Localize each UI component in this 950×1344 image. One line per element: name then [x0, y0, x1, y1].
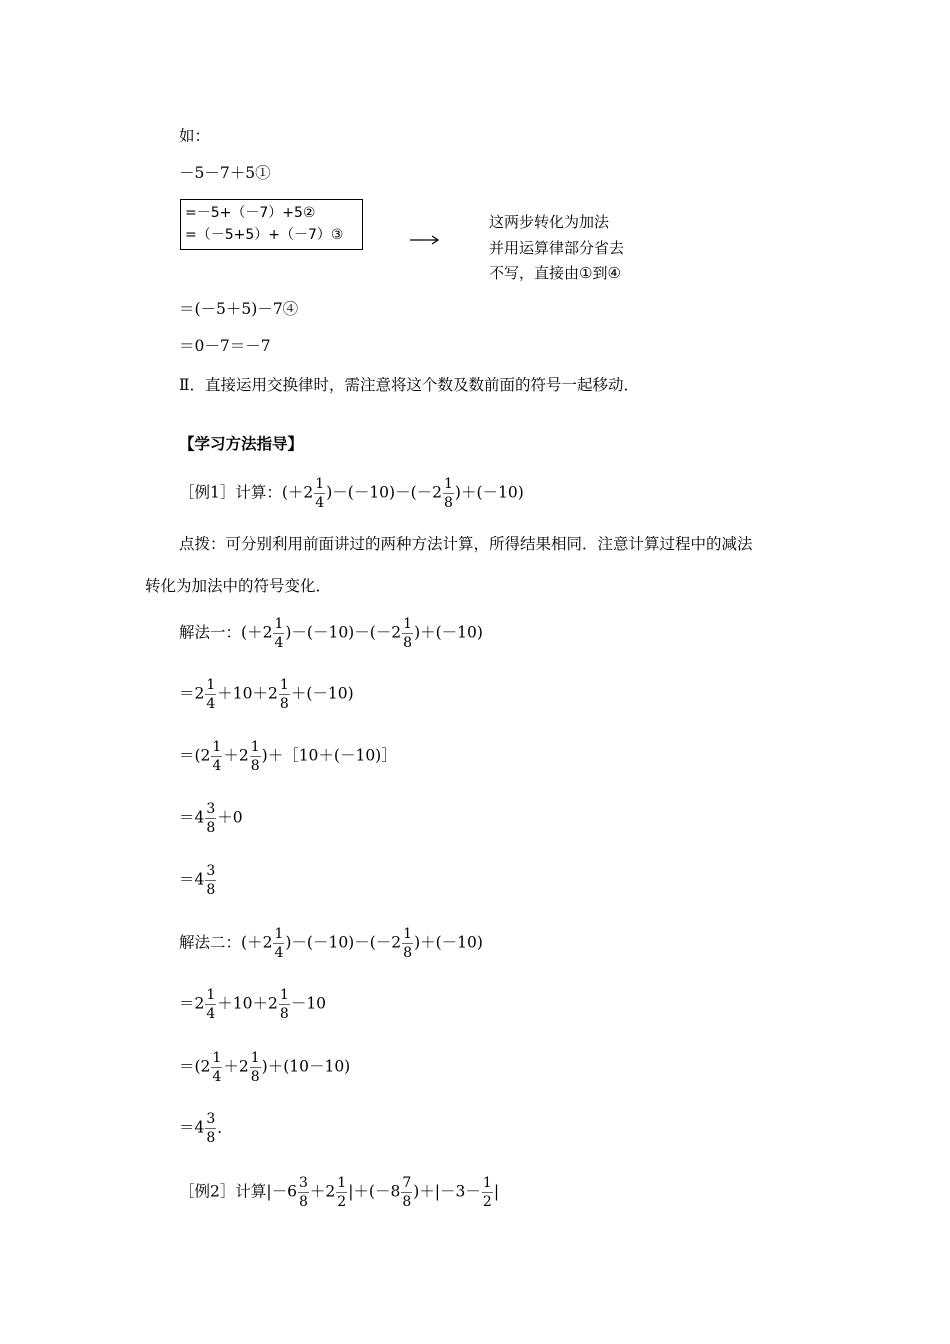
note-line-2: 并用运算律部分省去: [489, 238, 625, 257]
method-1-line-2: ＝2 $\frac{1}{4}$ ＋10＋2 $\frac{1}{8}$ ＋(－10): [179, 677, 354, 712]
fraction: $\frac{1}{4}$: [206, 987, 216, 1022]
fraction: $\frac{1}{8}$: [279, 987, 289, 1022]
fraction: $\frac{1}{8}$: [279, 677, 289, 712]
example-2-label: ［例2］计算: [179, 1182, 267, 1201]
fraction: $\frac{1}{8}$: [403, 616, 413, 651]
method-1-line-3: ＝(2 $\frac{1}{4}$ ＋2 $\frac{1}{8}$ )＋［10＋(－10)］: [179, 739, 397, 774]
fraction: $\frac{3}{8}$: [298, 1175, 308, 1210]
intro-expr: －5－7＋5①: [179, 164, 271, 182]
method-1-line-1: 解法一：(＋2 $\frac{1}{4}$ )－(－10)－(－2 $\frac{1}{8}$ )＋(－10): [179, 616, 483, 651]
fraction: $\frac{1}{2}$: [337, 1175, 347, 1210]
fraction: $\frac{1}{8}$: [444, 476, 453, 511]
fraction: $\frac{1}{4}$: [274, 616, 284, 651]
fraction: $\frac{1}{8}$: [250, 1050, 260, 1085]
method-2-label: 解法二：: [179, 933, 242, 952]
fraction: $\frac{1}{4}$: [315, 476, 325, 511]
conversion-box: [180, 199, 363, 250]
method-1-line-4: ＝4 $\frac{3}{8}$ ＋0: [179, 801, 243, 836]
section-title: 【学习方法指导】: [179, 435, 304, 453]
hint-line-1: 点拨：可分别利用前面讲过的两种方法计算，所得结果相同．注意计算过程中的减法: [179, 535, 753, 553]
right-arrow-icon: [410, 234, 440, 246]
method-2-line-4: ＝4 $\frac{3}{8}$ ．: [179, 1111, 233, 1146]
fraction: $\frac{1}{4}$: [212, 739, 222, 774]
step-5: ＝0－7＝－7: [179, 337, 271, 355]
method-1-label: 解法一：: [179, 623, 242, 642]
fraction: $\frac{1}{4}$: [206, 677, 216, 712]
fraction: $\frac{3}{8}$: [206, 863, 216, 898]
fraction: $\frac{3}{8}$: [206, 801, 216, 836]
example-1-label: ［例1］计算：: [179, 483, 282, 502]
conversion-note: [489, 210, 624, 287]
step-4: ＝(－5＋5)－7④: [179, 300, 299, 318]
fraction: $\frac{1}{8}$: [250, 739, 260, 774]
fraction: $\frac{1}{4}$: [274, 926, 284, 961]
method-2-line-3: ＝(2 $\frac{1}{4}$ ＋2 $\frac{1}{8}$ )＋(10－10): [179, 1050, 351, 1085]
example-2-question: ［例2］计算|－6 $\frac{3}{8}$ ＋2 $\frac{1}{2}$ |＋(－8 $\frac{7}{8}$ )＋|－3－ $\frac{1}{2}$ |: [179, 1175, 500, 1210]
box-line-2: =（－5+5）+（－7）③: [185, 227, 344, 243]
note-line-3: 不写，直接由①到④: [489, 264, 621, 282]
method-1-line-5: ＝4 $\frac{3}{8}$: [179, 863, 216, 898]
box-line-1: =－5+（－7）+5②: [185, 205, 316, 221]
fraction: $\frac{1}{8}$: [403, 926, 413, 961]
intro-ru: 如：: [179, 127, 211, 145]
example-1-question: ［例1］计算：(＋2 $\frac{1}{4}$ )－(－10)－(－2 $\frac{1}{8}$ )＋(－10): [179, 476, 524, 511]
fraction: $\frac{1}{4}$: [212, 1050, 222, 1085]
hint-line-2: 转化为加法中的符号变化．: [145, 577, 332, 595]
fraction: $\frac{7}{8}$: [402, 1175, 412, 1210]
rule-2: Ⅱ．直接运用交换律时，需注意将这个数及数前面的符号一起移动．: [179, 376, 640, 394]
method-2-line-1: 解法二：(＋2 $\frac{1}{4}$ )－(－10)－(－2 $\frac{1}{8}$ )＋(－10): [179, 926, 483, 961]
fraction: $\frac{1}{2}$: [482, 1175, 492, 1210]
note-line-1: 这两步转化为加法: [489, 213, 610, 231]
fraction: $\frac{3}{8}$: [206, 1111, 216, 1146]
method-2-line-2: ＝2 $\frac{1}{4}$ ＋10＋2 $\frac{1}{8}$ －10: [179, 987, 327, 1022]
